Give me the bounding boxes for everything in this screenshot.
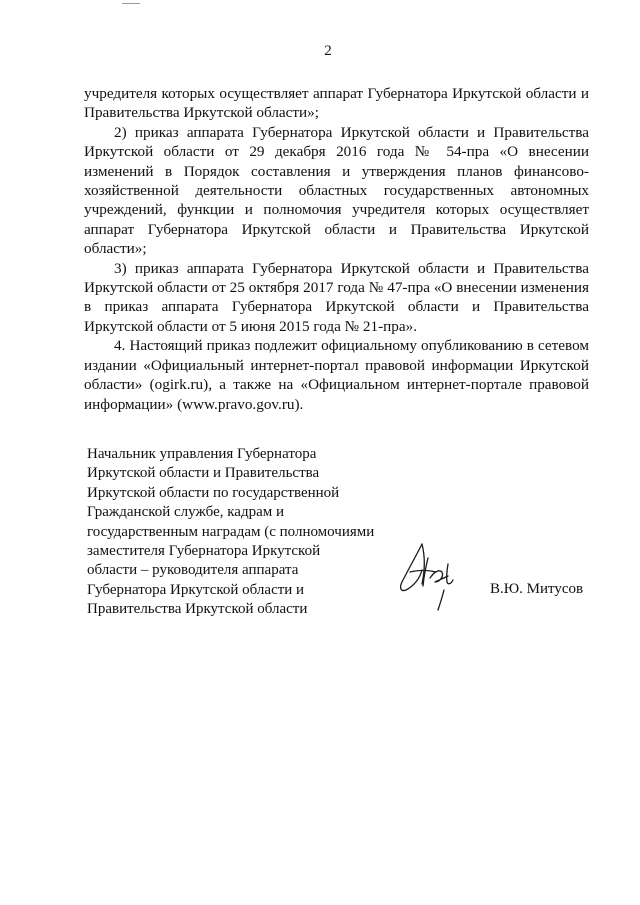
document-body bbox=[84, 84, 589, 414]
position-line: государственным наградам (с полномочиями bbox=[87, 523, 375, 540]
position-line: заместителя Губернатора Иркутской bbox=[87, 543, 321, 560]
page-number: 2 bbox=[324, 43, 332, 59]
paragraph-item-3: 3) приказ аппарата Губернатора Иркутской области и Правительства Иркутской области от 25 октября 2017 года № 47-пра «О внесении изменения в приказ аппарата Губернатора Иркутской области и Правительства Иркутской области от 5 июня 2015 года № 21-пра». bbox=[84, 259, 589, 335]
position-line: Начальник управления Губернатора bbox=[87, 446, 317, 462]
paragraph-item-4: 4. Настоящий приказ подлежит официальному опубликованию в сетевом издании «Официальный интернет-портал правовой информации Иркутской области» (ogirk.ru), а также на «Официальном интернет-портале правовой информации» (www.pravo.gov.ru). bbox=[84, 337, 589, 413]
paragraph-continuation: учредителя которых осуществляет аппарат Губернатора Иркутской области и Правительства Иркутской области»; bbox=[84, 85, 589, 122]
position-line: Правительства Иркутской области bbox=[87, 601, 308, 618]
position-line: Иркутской области по государственной bbox=[87, 484, 340, 501]
paragraph-item-2: 2) приказ аппарата Губернатора Иркутской области и Правительства Иркутской области от 29 декабря 2016 года № 54-пра «О внесении изменений в Порядок составления и утверждения планов финансово-хозяйственной деятельности областных государственных автономных учреждений, функции и полномочия учредителя которых осуществляет аппарат Губернатора Иркутской области и Правительства Иркутской области»; bbox=[84, 123, 589, 258]
position-line: области – руководителя аппарата bbox=[87, 562, 299, 579]
position-line: Губернатора Иркутской области и bbox=[87, 581, 305, 598]
handwritten-signature bbox=[392, 536, 460, 616]
signatory-position bbox=[87, 445, 387, 620]
signer-name: В.Ю. Митусов bbox=[490, 581, 584, 597]
position-line: Гражданской службе, кадрам и bbox=[87, 504, 285, 521]
position-line: Иркутской области и Правительства bbox=[87, 465, 320, 482]
scan-mark bbox=[122, 0, 140, 4]
